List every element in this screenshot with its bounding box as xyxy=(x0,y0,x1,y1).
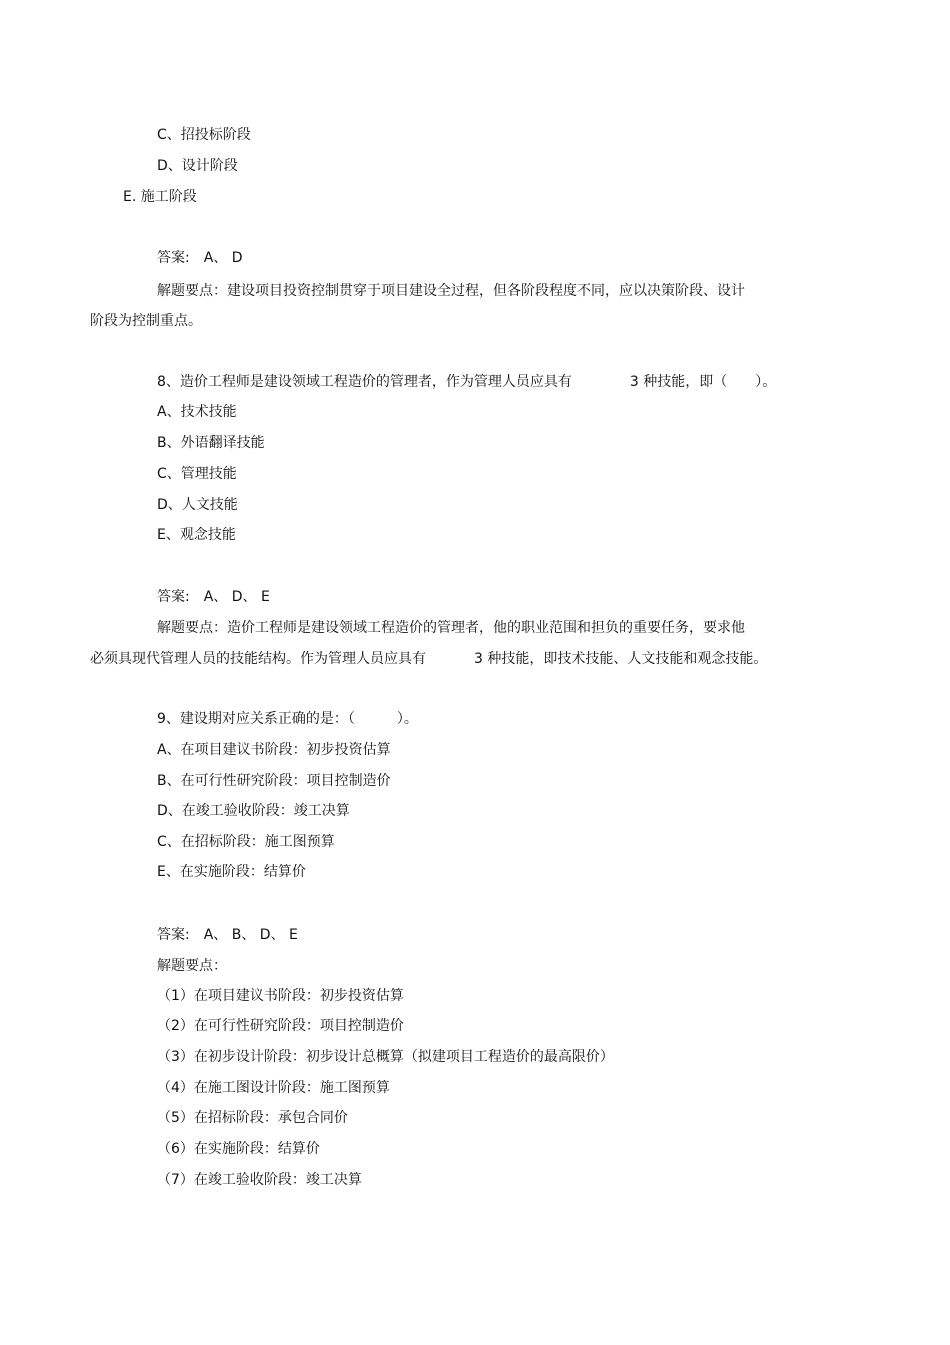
answer: 答案: A、 D xyxy=(157,250,243,266)
question-8-stem-part-a: 8、造价工程师是建设领域工程造价的管理者，作为管理人员应具有 xyxy=(157,374,572,390)
q8-option-b: B、外语翻译技能 xyxy=(157,435,265,451)
q9-point-1: （1）在项目建议书阶段：初步投资估算 xyxy=(157,988,404,1004)
q8-explanation-part-b: 3 种技能，即技术技能、人文技能和观念技能。 xyxy=(474,651,768,667)
q8-option-c: C、管理技能 xyxy=(157,466,237,482)
q9-point-3: （3）在初步设计阶段：初步设计总概算（拟建项目工程造价的最高限价） xyxy=(157,1049,614,1065)
q9-point-5: （5）在招标阶段：承包合同价 xyxy=(157,1110,348,1126)
q9-point-2: （2）在可行性研究阶段：项目控制造价 xyxy=(157,1018,404,1034)
question-8-stem-part-b: 3 种技能，即（ ）。 xyxy=(629,374,777,390)
explanation-line-1: 解题要点：建设项目投资控制贯穿于项目建设全过程，但各阶段程度不同，应以决策阶段、设计 xyxy=(157,283,745,299)
q9-point-4: （4）在施工图设计阶段：施工图预算 xyxy=(157,1080,390,1096)
question-8-stem xyxy=(157,373,776,391)
q9-option-4: C、在招标阶段：施工图预算 xyxy=(157,834,335,850)
option-d: D、设计阶段 xyxy=(157,158,238,174)
explanation-line-2: 阶段为控制重点。 xyxy=(90,313,202,329)
question-9-stem: 9、建设期对应关系正确的是：（ ）。 xyxy=(157,711,418,727)
q8-option-d: D、人文技能 xyxy=(157,497,238,513)
q9-option-5: E、在实施阶段：结算价 xyxy=(157,864,306,880)
q9-explanation-title: 解题要点： xyxy=(157,958,227,974)
q9-answer: 答案: A、 B、 D、 E xyxy=(157,927,298,943)
q8-explanation-line-1: 解题要点：造价工程师是建设领域工程造价的管理者，他的职业范围和担负的重要任务，要求他 xyxy=(157,620,745,636)
q9-point-7: （7）在竣工验收阶段：竣工决算 xyxy=(157,1172,362,1188)
option-c: C、招投标阶段 xyxy=(157,127,251,143)
q9-option-1: A、在项目建议书阶段：初步投资估算 xyxy=(157,742,391,758)
q8-option-e: E、观念技能 xyxy=(157,527,236,543)
q9-point-6: （6）在实施阶段：结算价 xyxy=(157,1141,320,1157)
q9-option-2: B、在可行性研究阶段：项目控制造价 xyxy=(157,773,391,789)
q9-option-3: D、在竣工验收阶段：竣工决算 xyxy=(157,803,350,819)
q8-answer: 答案: A、 D、 E xyxy=(157,589,270,605)
q8-explanation-line-2 xyxy=(90,650,767,668)
option-e: E. 施工阶段 xyxy=(123,189,197,205)
q8-explanation-part-a: 必须具现代管理人员的技能结构。作为管理人员应具有 xyxy=(90,651,426,667)
q8-option-a: A、技术技能 xyxy=(157,404,237,420)
